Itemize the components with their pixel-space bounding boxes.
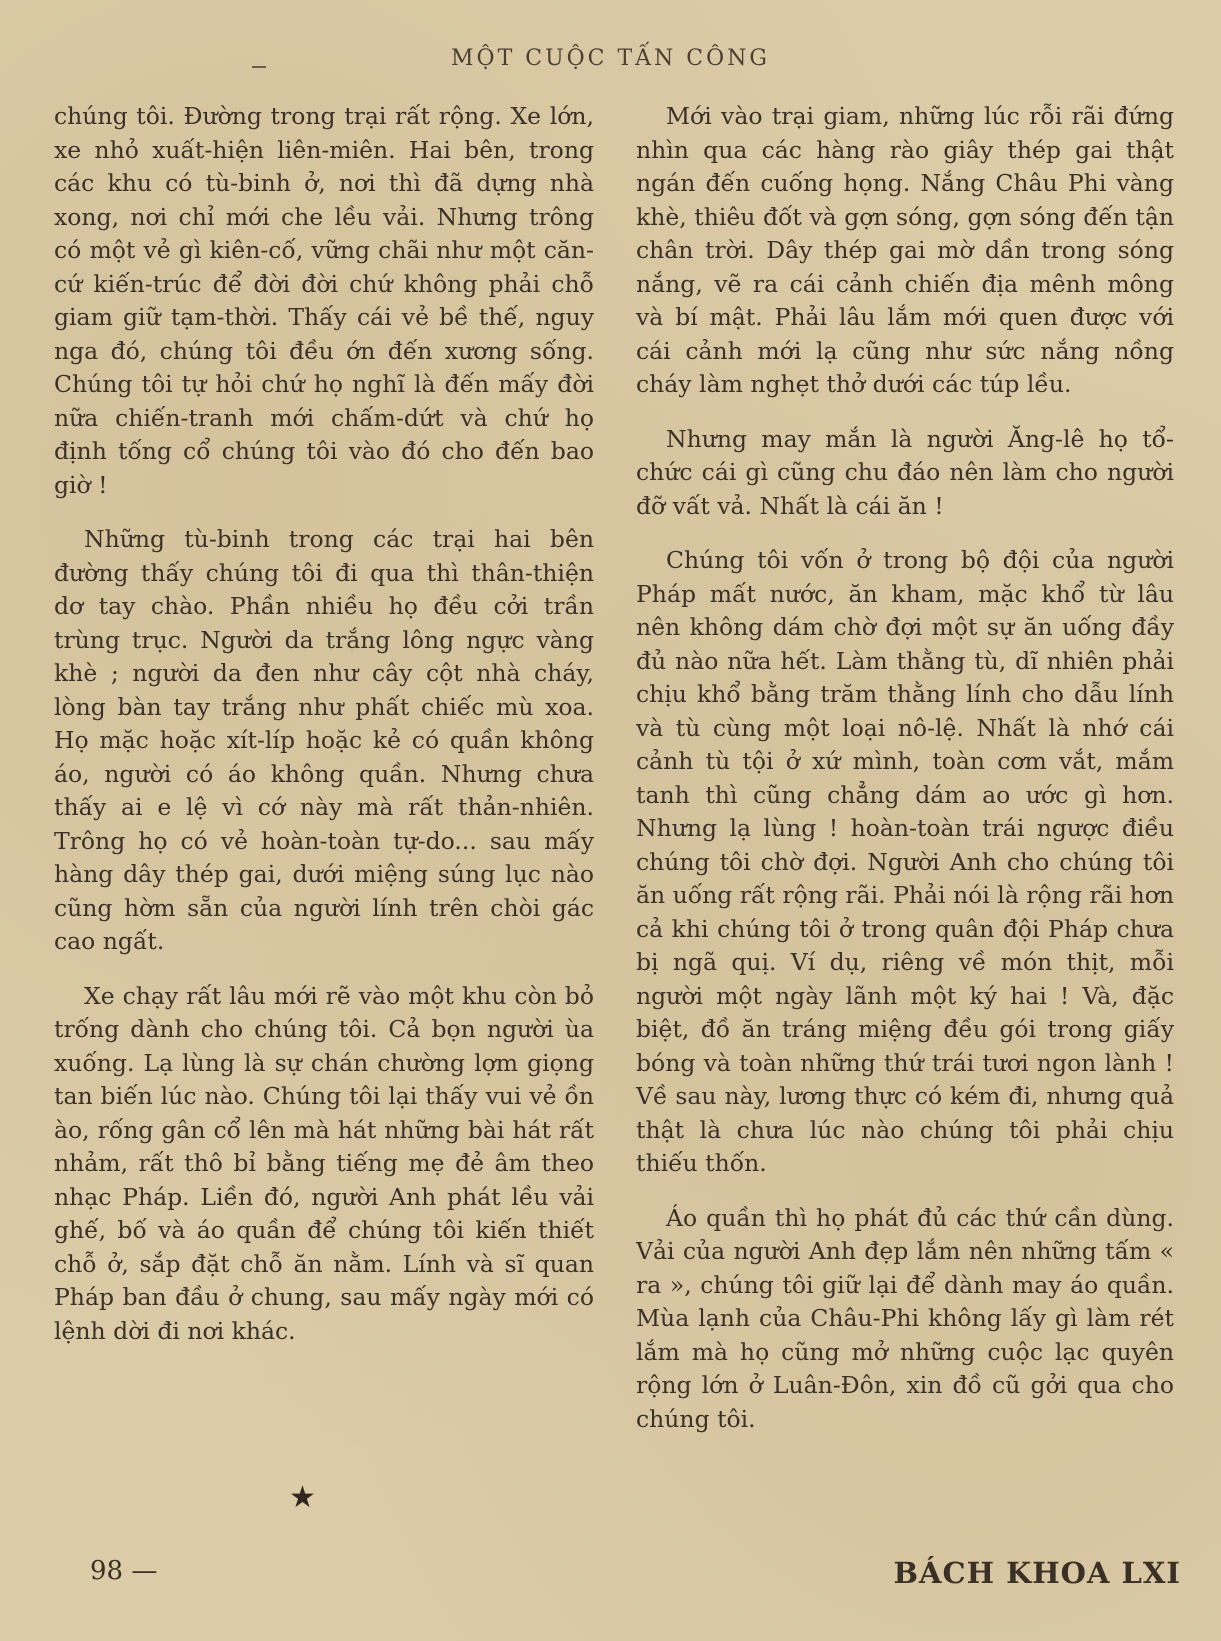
left-column — [54, 100, 594, 1369]
right-column — [636, 100, 1174, 1457]
left-paragraph-3: Xe chạy rất lâu mới rẽ vào một khu còn bỏ trống dành cho chúng tôi. Cả bọn người ùa xuống. Lạ lùng là sự chán chường lợm giọng tan biến lúc nào. Chúng tôi lại thấy vui vẻ ồn ào, rống gân cổ lên mà hát những bài hát rất nhảm, rất thô bỉ bằng tiếng mẹ đẻ âm theo nhạc Pháp. Liền đó, người Anh phát lều vải ghế, bố và áo quần để chúng tôi kiến thiết chỗ ở, sắp đặt chỗ ăn nằm. Lính và sĩ quan Pháp ban đầu ở chung, sau mấy ngày mới có lệnh dời đi nơi khác. — [54, 981, 594, 1345]
right-paragraph-2: Nhưng may mắn là người Ăng-lê họ tổ-chức cái gì cũng chu đáo nên làm cho người đỡ vất vả. Nhất là cái ăn ! — [636, 424, 1174, 520]
running-header: MỘT CUỘC TẤN CÔNG — [451, 46, 770, 71]
left-paragraph-2: Những tù-binh trong các trại hai bên đường thấy chúng tôi đi qua thì thân-thiện dơ tay chào. Phần nhiều họ đều cởi trần trùng trục. Người da trắng lông ngực vàng khè ; người da đen như cây cột nhà cháy, lòng bàn tay trắng như phất chiếc mù xoa. Họ mặc hoặc xít-líp hoặc kẻ có quần không áo, người có áo không quần. Nhưng chưa thấy ai e lệ vì cớ này mà rất thản-nhiên. Trông họ có vẻ hoàn-toàn tự-do... sau mấy hàng dây thép gai, dưới miệng súng lục nào cũng hờm sẵn của người lính trên chòi gác cao ngất. — [54, 525, 594, 955]
left-paragraph-1: chúng tôi. Đường trong trại rất rộng. Xe lớn, xe nhỏ xuất-hiện liên-miên. Hai bên, trong các khu có tù-binh ở, nơi thì đã dựng nhà xong, nơi chỉ mới che lều vải. Nhưng trông có một vẻ gì kiên-cố, vững chãi như một căn-cứ kiến-trúc để đời đời chứ không phải chỗ giam giữ tạm-thời. Thấy cái vẻ bề thế, nguy nga đó, chúng tôi đều ớn đến xương sống. Chúng tôi tự hỏi chứ họ nghĩ là đến mấy đời nữa chiến-tranh mới chấm-dứt và chứ họ định tống cổ chúng tôi vào đó cho đến bao giờ ! — [54, 102, 594, 499]
section-star-separator: ★ — [289, 1480, 316, 1515]
right-paragraph-3: Chúng tôi vốn ở trong bộ đội của người Pháp mất nước, ăn kham, mặc khổ từ lâu nên không dám chờ đợi một sự ăn uống đầy đủ nào nữa hết. Làm thằng tù, dĩ nhiên phải chịu khổ bằng trăm thằng lính cho dẫu lính và tù cùng một loại nô-lệ. Nhất là nhớ cái cảnh tù tội ở xứ mình, toàn cơm vắt, mắm tanh thì cũng chẳng dám ao ước gì hơn. Nhưng lạ lùng ! hoàn-toàn trái ngược điều chúng tôi chờ đợi. Người Anh cho chúng tôi ăn uống rất rộng rãi. Phải nói là rộng rãi hơn cả khi chúng tôi ở trong quân đội Pháp chưa bị ngã quị. Ví dụ, riêng về món thịt, mỗi người một ngày lãnh một ký hai ! Và, đặc biệt, đồ ăn tráng miệng đều gói trong giấy bóng và toàn những thứ trái tươi ngon lành ! Về sau này, lương thực có kém đi, nhưng quả thật là chưa lúc nào chúng tôi phải chịu thiếu thốn. — [636, 546, 1174, 1177]
journal-name: BÁCH KHOA LXI — [893, 1556, 1181, 1590]
right-paragraph-1: Mới vào trại giam, những lúc rỗi rãi đứng nhìn qua các hàng rào giây thép gai thật ngán đến cuống họng. Nắng Châu Phi vàng khè, thiêu đốt và gợn sóng, gợn sóng đến tận chân trời. Dây thép gai mờ dần trong sóng nắng, vẽ ra cái cảnh chiến địa mênh mông và bí mật. Phải lâu lắm mới quen được với cái cảnh mới lạ cũng như sức nắng nồng cháy làm nghẹt thở dưới các túp lều. — [636, 102, 1174, 398]
right-paragraph-4: Áo quần thì họ phát đủ các thứ cần dùng. Vải của người Anh đẹp lắm nên những tấm « ra », chúng tôi giữ lại để dành may áo quần. Mùa lạnh của Châu-Phi không lấy gì làm rét lắm mà họ cũng mở những cuộc lạc quyên rộng lớn ở Luân-Đôn, xin đồ cũ gởi qua cho chúng tôi. — [636, 1203, 1174, 1433]
page-number: 98 — — [90, 1556, 158, 1586]
